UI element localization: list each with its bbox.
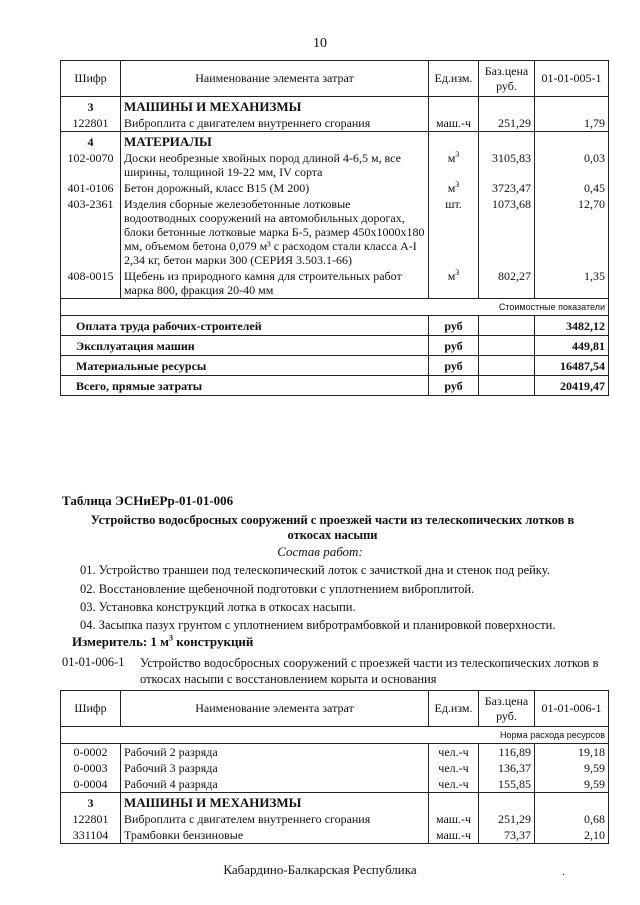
table-row: 0-0004 Рабочий 4 разряда чел.-ч 155,85 9,59 [61, 776, 609, 793]
work-composition-heading: Состав работ: [277, 544, 363, 559]
header-price: Баз.цена руб. [479, 61, 535, 97]
work-item: 01. Устройство траншеи под телескопический лоток с зачисткой дна и стенок под рейку. [80, 563, 550, 577]
unit-m3: $м^3$ [429, 180, 479, 196]
footer-mark: . [562, 864, 565, 878]
table-row: 122801 Виброплита с двигателем внутреннего сгорания маш.-ч 251,29 1,79 [61, 115, 609, 132]
header-code: Шифр [61, 691, 121, 727]
footer-region: Кабардино-Балкарская Республика [223, 862, 417, 877]
header-code: Шифр [61, 61, 121, 97]
resource-table-1 [60, 60, 609, 396]
summary-row: Всего, прямые затраты руб 20419,47 [61, 376, 609, 396]
header-name: Наименование элемента затрат [121, 691, 429, 727]
header-unit: Ед.изм. [429, 61, 479, 97]
header-norm-code: 01-01-005-1 [535, 61, 609, 97]
header-name: Наименование элемента затрат [121, 61, 429, 97]
cost-indicators-label-row: Стоимостные показатели [61, 299, 609, 316]
norm-description: Устройство водосбросных сооружений с проезжей части из телескопических лотков в откосах насыпи с восстановлением корыта и основания [140, 656, 599, 686]
work-item: 04. Засыпка пазух грунтом с уплотнением вибротрамбовкой и планировкой поверхности. [80, 618, 556, 632]
table-row: 408-0015 Щебень из природного камня для строительных работ марка 800, фракция 20-40 мм $м^3$ 802,27 1,35 [61, 268, 609, 299]
unit-m3: $м^3$ [429, 150, 479, 180]
norm-code: 01-01-006-1 [62, 655, 125, 669]
header-unit: Ед.изм. [429, 691, 479, 727]
measure-unit: Измеритель: 1 $м^3$ конструкций [72, 633, 254, 649]
resource-norm-label-row: Норма расхода ресурсов [61, 727, 609, 744]
page-number: 10 [313, 36, 327, 51]
header-norm-code: 01-01-006-1 [535, 691, 609, 727]
table-title: Устройство водосбросных сооружений с проезжей части из телескопических лотков в откосах насыпи [90, 513, 575, 542]
table-row: 403-2361 Изделия сборные железобетонные лотковые водоотводных сооружений на автомобильных дорогах, блоки бетонные лотковые марка Б-5, размер 450x1000x180 мм, объемом бетона 0,079 м³ с расходом стали класса А-I 2,34 кг, бетон марки 300 (СЕРИЯ 3.503.1-66) шт. 1073,68 12,70 [61, 196, 609, 268]
table-row: 331104 Трамбовки бензиновые маш.-ч 73,37 2,10 [61, 827, 609, 844]
table-row: 401-0106 Бетон дорожный, класс В15 (М 200) $м^3$ 3723,47 0,45 [61, 180, 609, 196]
table-id: Таблица ЭСНиЕРр-01-01-006 [62, 493, 234, 508]
table-row: 102-0070 Доски необрезные хвойных пород длиной 4-6,5 м, все ширины, толщиной 19-22 мм, IV сорта $м^3$ 3105,83 0,03 [61, 150, 609, 180]
table-row: 0-0003 Рабочий 3 разряда чел.-ч 136,37 9,59 [61, 760, 609, 776]
work-item: 02. Восстановление щебеночной подготовки с уплотнением виброплитой. [80, 582, 475, 596]
work-item: 03. Установка конструкций лотка в откосах насыпи. [80, 600, 356, 614]
header-price: Баз.цена руб. [479, 691, 535, 727]
summary-row: Материальные ресурсы руб 16487,54 [61, 356, 609, 376]
summary-row: Эксплуатация машин руб 449,81 [61, 336, 609, 356]
section-row: 3 МАШИНЫ И МЕХАНИЗМЫ [61, 97, 609, 116]
section-row: 4 МАТЕРИАЛЫ [61, 132, 609, 151]
table-row: 122801 Виброплита с двигателем внутреннего сгорания маш.-ч 251,29 0,68 [61, 811, 609, 827]
resource-table-2 [60, 690, 609, 844]
table-row: 0-0002 Рабочий 2 разряда чел.-ч 116,89 19,18 [61, 744, 609, 761]
section-row: 3 МАШИНЫ И МЕХАНИЗМЫ [61, 793, 609, 812]
unit-m3: $м^3$ [429, 268, 479, 299]
summary-row: Оплата труда рабочих-строителей руб 3482,12 [61, 316, 609, 336]
